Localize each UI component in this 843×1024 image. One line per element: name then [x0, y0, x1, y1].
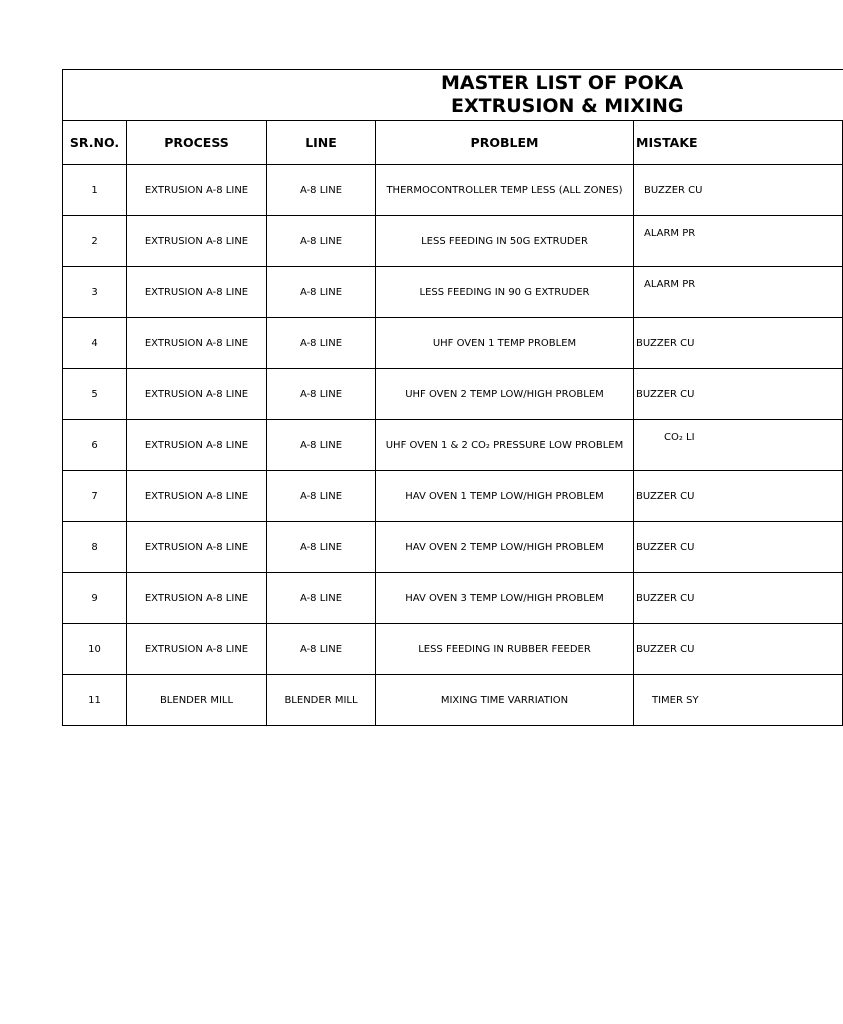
cell-mistake [634, 216, 843, 267]
mistake-text: ALARM PR [644, 227, 696, 239]
cell-process: EXTRUSION A-8 LINE [127, 624, 267, 675]
cell-sr-no: 9 [63, 573, 127, 624]
cell-problem: THERMOCONTROLLER TEMP LESS (ALL ZONES) [376, 165, 634, 216]
cell-process: EXTRUSION A-8 LINE [127, 420, 267, 471]
cell-mistake [634, 522, 843, 573]
spreadsheet-page [62, 69, 703, 726]
document-title [63, 70, 843, 121]
title-line-2: EXTRUSION & MIXING [451, 95, 684, 117]
cell-line: A-8 LINE [267, 165, 376, 216]
cell-sr-no: 1 [63, 165, 127, 216]
cell-process: EXTRUSION A-8 LINE [127, 369, 267, 420]
header-row [63, 121, 843, 165]
cell-sr-no: 4 [63, 318, 127, 369]
mistake-text: BUZZER CU [636, 388, 695, 400]
cell-sr-no: 6 [63, 420, 127, 471]
table-row [63, 573, 843, 624]
cell-line: A-8 LINE [267, 216, 376, 267]
cell-process: EXTRUSION A-8 LINE [127, 522, 267, 573]
mistake-text: BUZZER CU [636, 337, 695, 349]
cell-mistake [634, 318, 843, 369]
cell-sr-no: 3 [63, 267, 127, 318]
cell-sr-no: 7 [63, 471, 127, 522]
header-sr-no: SR.NO. [63, 121, 127, 165]
cell-mistake [634, 420, 843, 471]
cell-mistake [634, 267, 843, 318]
header-problem: PROBLEM [376, 121, 634, 165]
cell-line: A-8 LINE [267, 420, 376, 471]
table-row [63, 216, 843, 267]
cell-line: A-8 LINE [267, 267, 376, 318]
cell-problem: LESS FEEDING IN RUBBER FEEDER [376, 624, 634, 675]
cell-sr-no: 10 [63, 624, 127, 675]
cell-line: A-8 LINE [267, 318, 376, 369]
cell-line: BLENDER MILL [267, 675, 376, 726]
cell-problem: UHF OVEN 1 & 2 CO₂ PRESSURE LOW PROBLEM [376, 420, 634, 471]
cell-line: A-8 LINE [267, 369, 376, 420]
cell-problem: HAV OVEN 2 TEMP LOW/HIGH PROBLEM [376, 522, 634, 573]
cell-line: A-8 LINE [267, 522, 376, 573]
cell-mistake [634, 471, 843, 522]
header-mistake: MISTAKE [634, 121, 843, 165]
header-line: LINE [267, 121, 376, 165]
mistake-text: ALARM PR [644, 278, 696, 290]
cell-problem: MIXING TIME VARRIATION [376, 675, 634, 726]
table-row [63, 624, 843, 675]
cell-process: EXTRUSION A-8 LINE [127, 165, 267, 216]
cell-process: EXTRUSION A-8 LINE [127, 573, 267, 624]
cell-line: A-8 LINE [267, 624, 376, 675]
cell-process: EXTRUSION A-8 LINE [127, 216, 267, 267]
mistake-text: BUZZER CU [636, 490, 695, 502]
cell-process: EXTRUSION A-8 LINE [127, 318, 267, 369]
cell-problem: UHF OVEN 2 TEMP LOW/HIGH PROBLEM [376, 369, 634, 420]
cell-problem: HAV OVEN 1 TEMP LOW/HIGH PROBLEM [376, 471, 634, 522]
mistake-text: TIMER SY [652, 694, 699, 706]
cell-mistake [634, 369, 843, 420]
mistake-text: BUZZER CU [636, 643, 695, 655]
mistake-text: BUZZER CU [644, 184, 703, 196]
table-row [63, 165, 843, 216]
table-row [63, 675, 843, 726]
cell-problem: LESS FEEDING IN 90 G EXTRUDER [376, 267, 634, 318]
cell-mistake [634, 675, 843, 726]
table-row [63, 471, 843, 522]
mistake-text: CO₂ LI [664, 431, 695, 443]
table-row [63, 318, 843, 369]
cell-mistake [634, 624, 843, 675]
cell-mistake [634, 573, 843, 624]
cell-process: BLENDER MILL [127, 675, 267, 726]
cell-line: A-8 LINE [267, 471, 376, 522]
table-row [63, 420, 843, 471]
table-row [63, 522, 843, 573]
mistake-text: BUZZER CU [636, 541, 695, 553]
table-row [63, 267, 843, 318]
header-process: PROCESS [127, 121, 267, 165]
cell-process: EXTRUSION A-8 LINE [127, 471, 267, 522]
cell-line: A-8 LINE [267, 573, 376, 624]
cell-problem: UHF OVEN 1 TEMP PROBLEM [376, 318, 634, 369]
cell-process: EXTRUSION A-8 LINE [127, 267, 267, 318]
cell-problem: HAV OVEN 3 TEMP LOW/HIGH PROBLEM [376, 573, 634, 624]
cell-sr-no: 5 [63, 369, 127, 420]
cell-sr-no: 2 [63, 216, 127, 267]
cell-problem: LESS FEEDING IN 50G EXTRUDER [376, 216, 634, 267]
title-line-1: MASTER LIST OF POKA [441, 72, 684, 94]
mistake-text: BUZZER CU [636, 592, 695, 604]
cell-sr-no: 8 [63, 522, 127, 573]
table-row [63, 369, 843, 420]
cell-mistake [634, 165, 843, 216]
poka-yoke-master-table [62, 69, 843, 726]
title-row [63, 70, 843, 121]
cell-sr-no: 11 [63, 675, 127, 726]
